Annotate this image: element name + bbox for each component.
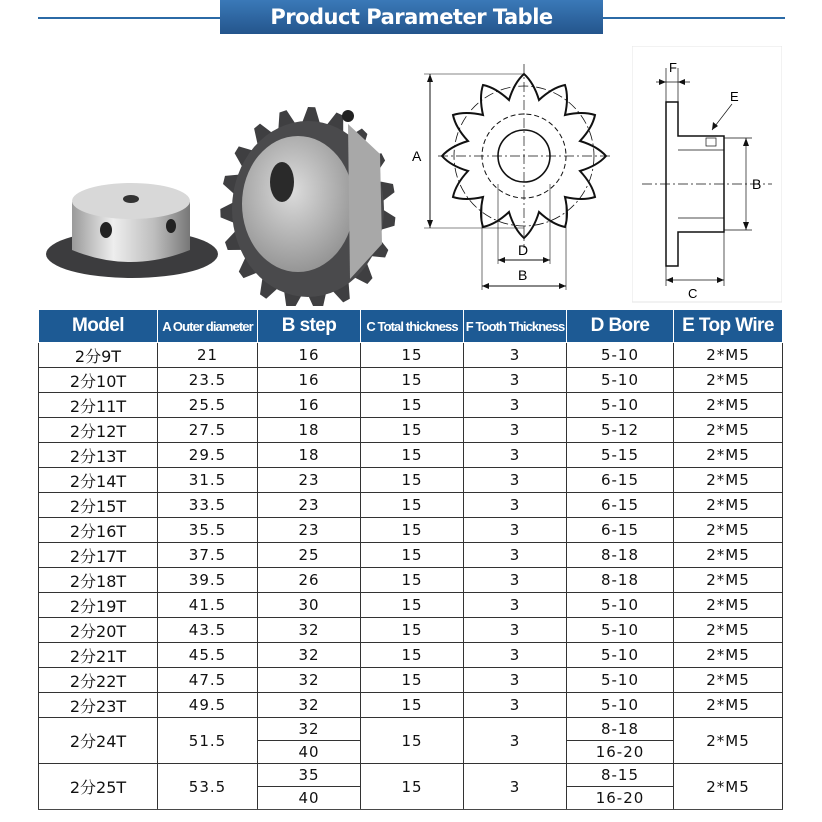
table-row [39,418,783,443]
label-e: E [730,89,739,104]
cell-step: 35 [258,764,361,787]
cell-top-wire: 2*M5 [674,343,783,368]
cell-outer-diameter: 53.5 [158,764,258,810]
cell-step: 16 [258,343,361,368]
cell-step: 32 [258,718,361,741]
cell-model: 2分24T [39,718,158,764]
label-d: D [518,242,529,258]
sprocket-photo [30,44,400,306]
cell-model: 2分10T [39,368,158,393]
cell-top-wire: 2*M5 [674,568,783,593]
header-tooth-thickness: F Tooth Thickness [464,310,567,343]
cell-tooth-thickness: 3 [464,693,567,718]
cell-model: 2分15T [39,493,158,518]
cell-top-wire: 2*M5 [674,418,783,443]
bottom-fade [0,808,822,822]
cell-total-thickness: 15 [361,693,464,718]
cell-bore: 8-18 [567,718,674,741]
cell-tooth-thickness: 3 [464,368,567,393]
cell-outer-diameter: 27.5 [158,418,258,443]
cell-bore: 5-10 [567,618,674,643]
table-row [39,493,783,518]
header-model: Model [39,310,158,343]
label-f: F [669,60,677,75]
table-row [39,668,783,693]
cell-top-wire: 2*M5 [674,443,783,468]
cell-model: 2分19T [39,593,158,618]
cell-top-wire: 2*M5 [674,493,783,518]
cell-bore: 8-18 [567,543,674,568]
table-row [39,718,783,741]
table-row [39,568,783,593]
cell-total-thickness: 15 [361,343,464,368]
cell-total-thickness: 15 [361,393,464,418]
header-total-thickness: C Total thickness [361,310,464,343]
cell-tooth-thickness: 3 [464,343,567,368]
cell-total-thickness: 15 [361,593,464,618]
label-c: C [688,286,698,301]
cell-top-wire: 2*M5 [674,718,783,764]
table-row [39,593,783,618]
large-sprocket [220,107,395,306]
cell-model: 2分9T [39,343,158,368]
cell-model: 2分14T [39,468,158,493]
cell-outer-diameter: 23.5 [158,368,258,393]
cell-top-wire: 2*M5 [674,764,783,810]
cell-step: 16 [258,368,361,393]
cell-model: 2分13T [39,443,158,468]
cell-top-wire: 2*M5 [674,643,783,668]
title-line-right [603,17,785,19]
cell-tooth-thickness: 3 [464,568,567,593]
cell-top-wire: 2*M5 [674,468,783,493]
table-row [39,368,783,393]
cell-tooth-thickness: 3 [464,764,567,810]
header-bore: D Bore [567,310,674,343]
cell-step: 23 [258,493,361,518]
cell-outer-diameter: 33.5 [158,493,258,518]
cell-bore: 5-10 [567,593,674,618]
cell-outer-diameter: 35.5 [158,518,258,543]
cell-model: 2分23T [39,693,158,718]
cell-bore: 8-15 [567,764,674,787]
cell-model: 2分11T [39,393,158,418]
table-row [39,518,783,543]
cell-top-wire: 2*M5 [674,368,783,393]
table-row [39,618,783,643]
cell-total-thickness: 15 [361,468,464,493]
cell-bore: 16-20 [567,787,674,810]
table-row [39,443,783,468]
cell-outer-diameter: 41.5 [158,593,258,618]
cell-total-thickness: 15 [361,493,464,518]
cell-total-thickness: 15 [361,568,464,593]
cell-model: 2分16T [39,518,158,543]
cell-bore: 5-10 [567,393,674,418]
table-row [39,468,783,493]
cell-total-thickness: 15 [361,443,464,468]
cell-tooth-thickness: 3 [464,393,567,418]
cell-bore: 6-15 [567,493,674,518]
cell-tooth-thickness: 3 [464,668,567,693]
cell-total-thickness: 15 [361,643,464,668]
cell-total-thickness: 15 [361,718,464,764]
cell-top-wire: 2*M5 [674,543,783,568]
cell-total-thickness: 15 [361,518,464,543]
cell-outer-diameter: 29.5 [158,443,258,468]
cell-top-wire: 2*M5 [674,593,783,618]
cell-step: 25 [258,543,361,568]
header-step: B step [258,310,361,343]
cell-step: 32 [258,693,361,718]
label-b-side: B [752,176,762,192]
small-sprocket [46,183,218,278]
cell-top-wire: 2*M5 [674,693,783,718]
cell-total-thickness: 15 [361,543,464,568]
cell-top-wire: 2*M5 [674,393,783,418]
cell-bore: 8-18 [567,568,674,593]
table-row [39,693,783,718]
front-view-drawing [408,58,620,294]
cell-bore: 6-15 [567,468,674,493]
cell-tooth-thickness: 3 [464,643,567,668]
cell-step: 23 [258,518,361,543]
cell-step: 18 [258,443,361,468]
cell-outer-diameter: 31.5 [158,468,258,493]
cell-step: 16 [258,393,361,418]
side-view-drawing [632,46,782,306]
cell-tooth-thickness: 3 [464,418,567,443]
cell-total-thickness: 15 [361,618,464,643]
cell-tooth-thickness: 3 [464,718,567,764]
cell-outer-diameter: 21 [158,343,258,368]
cell-model: 2分20T [39,618,158,643]
header-outer-diameter: A Outer diameter [158,310,258,343]
cell-tooth-thickness: 3 [464,518,567,543]
cell-total-thickness: 15 [361,668,464,693]
cell-model: 2分21T [39,643,158,668]
cell-bore: 16-20 [567,741,674,764]
table-row [39,643,783,668]
cell-step: 23 [258,468,361,493]
table-header-row [39,310,783,343]
cell-bore: 5-15 [567,443,674,468]
label-b-front: B [518,267,528,283]
cell-model: 2分25T [39,764,158,810]
cell-bore: 5-10 [567,693,674,718]
cell-tooth-thickness: 3 [464,493,567,518]
table-row [39,543,783,568]
cell-step: 30 [258,593,361,618]
cell-tooth-thickness: 3 [464,593,567,618]
cell-bore: 5-10 [567,668,674,693]
cell-total-thickness: 15 [361,368,464,393]
cell-model: 2分12T [39,418,158,443]
cell-outer-diameter: 37.5 [158,543,258,568]
cell-top-wire: 2*M5 [674,618,783,643]
table-row [39,343,783,368]
cell-model: 2分18T [39,568,158,593]
cell-outer-diameter: 51.5 [158,718,258,764]
cell-outer-diameter: 49.5 [158,693,258,718]
cell-step: 26 [258,568,361,593]
cell-outer-diameter: 47.5 [158,668,258,693]
header-top-wire: E Top Wire [674,310,783,343]
cell-step: 40 [258,787,361,810]
cell-step: 18 [258,418,361,443]
cell-outer-diameter: 45.5 [158,643,258,668]
cell-step: 32 [258,668,361,693]
cell-total-thickness: 15 [361,764,464,810]
cell-total-thickness: 15 [361,418,464,443]
cell-outer-diameter: 25.5 [158,393,258,418]
cell-outer-diameter: 39.5 [158,568,258,593]
cell-model: 2分17T [39,543,158,568]
cell-bore: 6-15 [567,518,674,543]
cell-top-wire: 2*M5 [674,518,783,543]
label-a: A [412,148,422,164]
cell-tooth-thickness: 3 [464,468,567,493]
cell-tooth-thickness: 3 [464,543,567,568]
table-row [39,393,783,418]
cell-model: 2分22T [39,668,158,693]
cell-step: 32 [258,618,361,643]
table-row [39,764,783,787]
cell-top-wire: 2*M5 [674,668,783,693]
cell-step: 32 [258,643,361,668]
cell-bore: 5-10 [567,343,674,368]
cell-tooth-thickness: 3 [464,618,567,643]
cell-bore: 5-10 [567,368,674,393]
cell-bore: 5-10 [567,643,674,668]
cell-bore: 5-12 [567,418,674,443]
parameter-table [38,309,783,810]
cell-tooth-thickness: 3 [464,443,567,468]
page-title: Product Parameter Table [220,0,603,34]
cell-step: 40 [258,741,361,764]
title-bar [0,0,822,36]
title-line-left [38,17,220,19]
cell-outer-diameter: 43.5 [158,618,258,643]
